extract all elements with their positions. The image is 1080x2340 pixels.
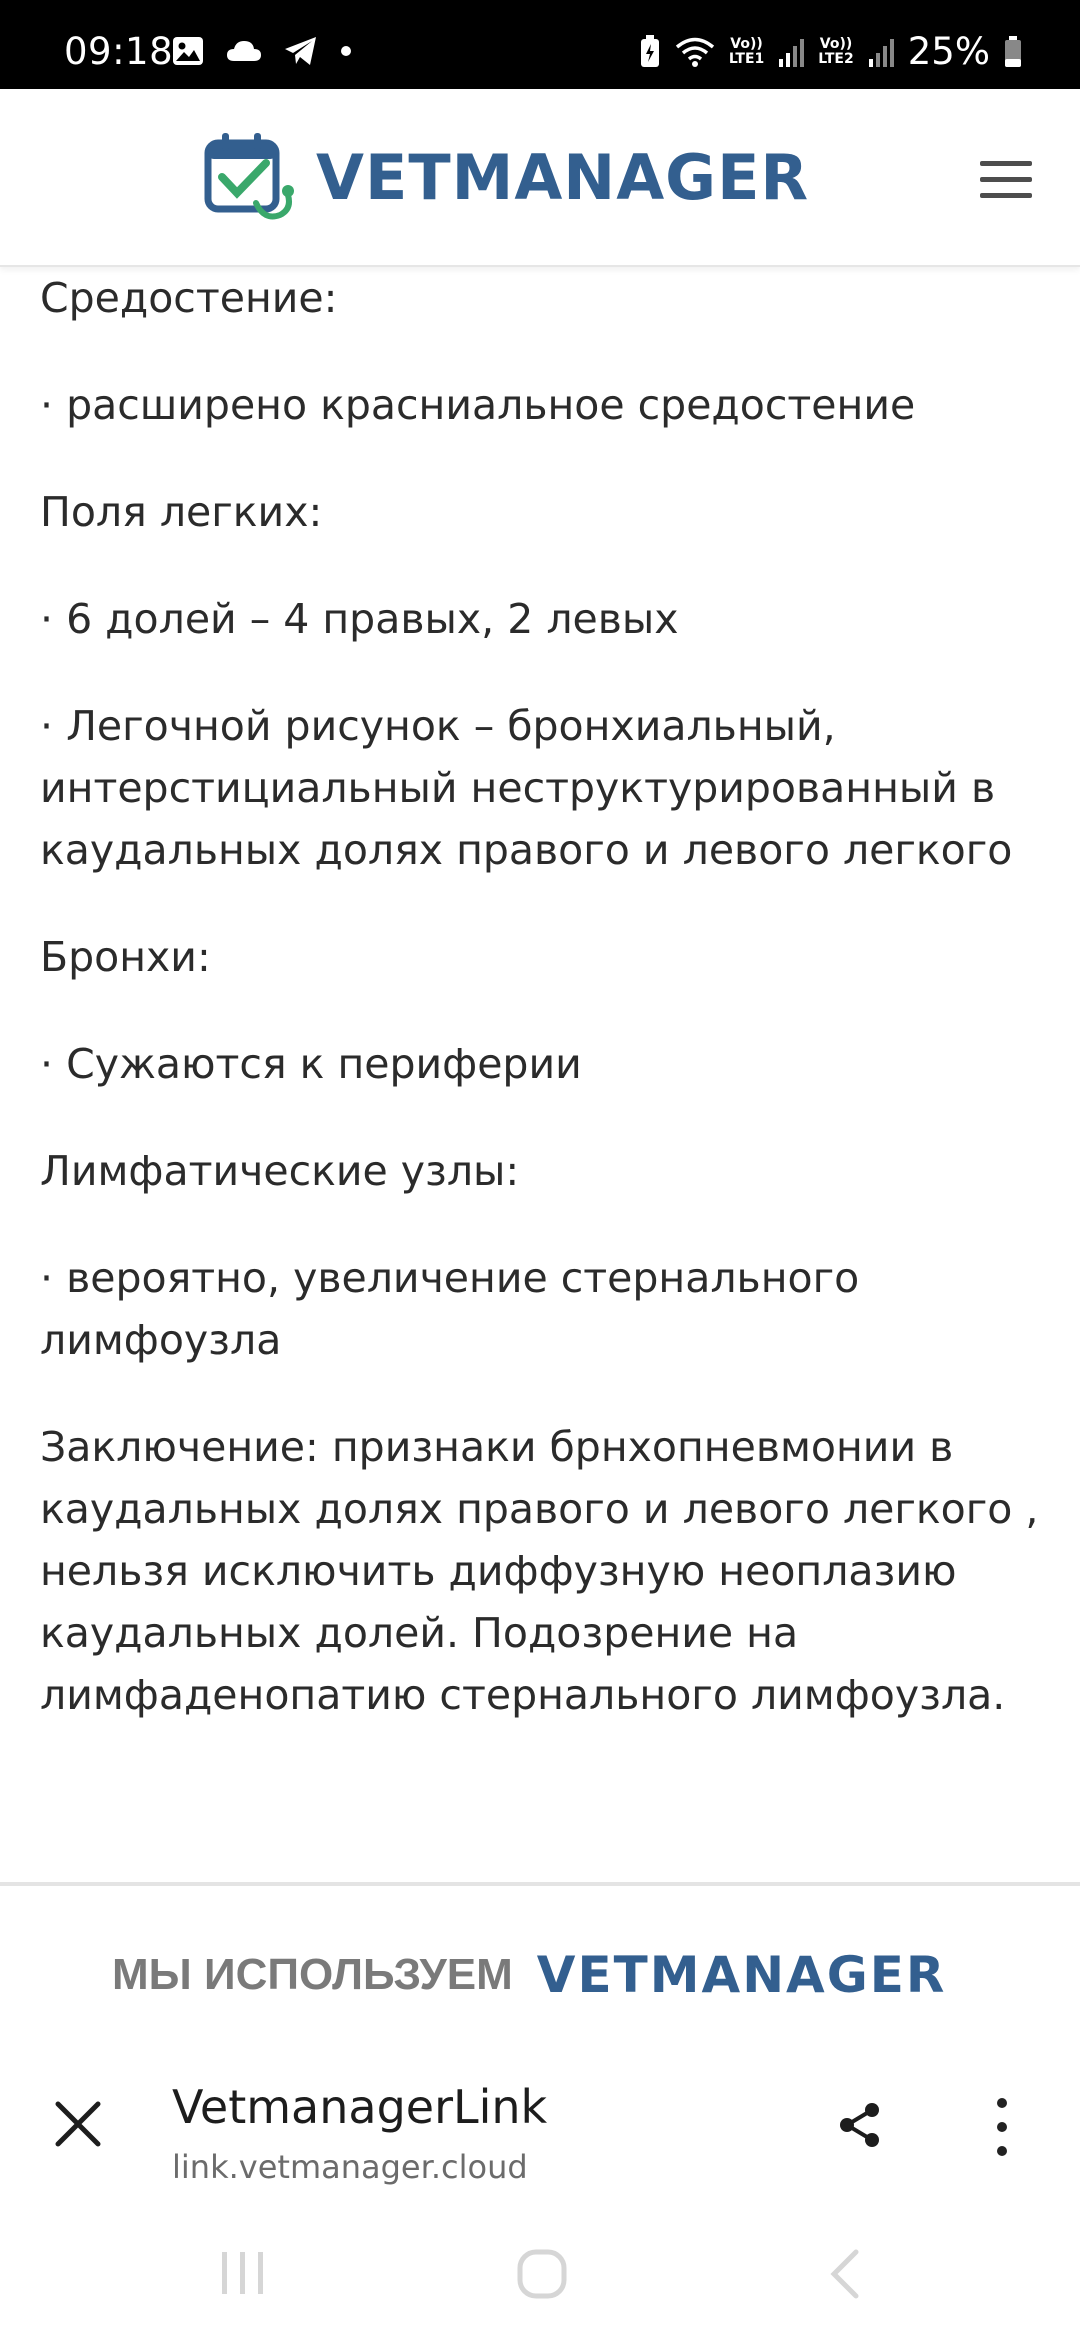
sim2-label: Vo)) LTE2	[818, 35, 854, 67]
link-title: VetmanagerLink	[172, 2080, 548, 2134]
recents-icon[interactable]	[218, 2248, 268, 2302]
calendar-check-logo-icon	[204, 131, 296, 223]
article-paragraph: · Сужаются к периферии	[40, 1040, 582, 1088]
link-url: link.vetmanager.cloud	[172, 2148, 528, 2186]
signal-icon	[778, 37, 804, 67]
system-nav-bar	[0, 2220, 1080, 2340]
article-paragraph: · 6 долей – 4 правых, 2 левых	[40, 595, 679, 643]
custom-tab-bar	[0, 2040, 1080, 2220]
article-paragraph: Поля легких:	[40, 488, 323, 536]
article-paragraph: · расширено красниальное средостение	[40, 381, 916, 429]
status-bar	[0, 0, 1080, 89]
article-paragraph: Заключение: признаки брнхопневмонии в каудальных долях правого и левого легкого , нельзя исключить диффузную неоплазию каудальных долей. Подозрение на лимфаденопатию стернального лимфоузла.	[40, 1423, 1039, 1719]
signal-icon	[868, 37, 894, 67]
more-icon[interactable]	[992, 2098, 1012, 2156]
we-use-label: МЫ ИСПОЛЬЗУЕМ	[112, 1950, 513, 1999]
logo-text: VETMANAGER	[316, 140, 810, 214]
dot-icon	[340, 45, 352, 57]
status-time: 09:18	[64, 30, 174, 73]
site-logo[interactable]	[204, 131, 809, 223]
we-use-banner	[112, 1946, 946, 2004]
we-use-brand: VETMANAGER	[536, 1946, 947, 2004]
battery-percent: 25%	[907, 30, 990, 73]
back-icon[interactable]	[826, 2248, 866, 2304]
battery-icon	[1004, 36, 1022, 68]
article-paragraph: · вероятно, увеличение стернального лимфоузла	[40, 1254, 860, 1364]
sim1-label: Vo)) LTE1	[728, 35, 765, 67]
share-icon[interactable]	[838, 2102, 882, 2148]
site-header	[0, 89, 1080, 267]
article-paragraph: Лимфатические узлы:	[40, 1147, 520, 1195]
article-paragraph: · Легочной рисунок – бронхиальный, интерстициальный неструктурированный в каудальных долях правого и левого легкого	[40, 702, 1013, 874]
telegram-icon	[284, 36, 318, 66]
footer	[0, 1886, 1080, 2340]
battery-saver-icon	[639, 35, 661, 69]
photo-icon	[172, 36, 204, 66]
status-system-icons	[639, 30, 1022, 73]
home-icon[interactable]	[516, 2248, 568, 2304]
cloud-icon	[226, 39, 262, 63]
wifi-icon	[675, 36, 715, 68]
menu-icon[interactable]	[980, 161, 1036, 201]
close-icon[interactable]	[54, 2100, 102, 2148]
article-paragraph: Средостение:	[40, 274, 338, 322]
status-notification-icons	[172, 36, 352, 66]
article-paragraph: Бронхи:	[40, 933, 211, 981]
article-body	[40, 267, 1050, 1771]
